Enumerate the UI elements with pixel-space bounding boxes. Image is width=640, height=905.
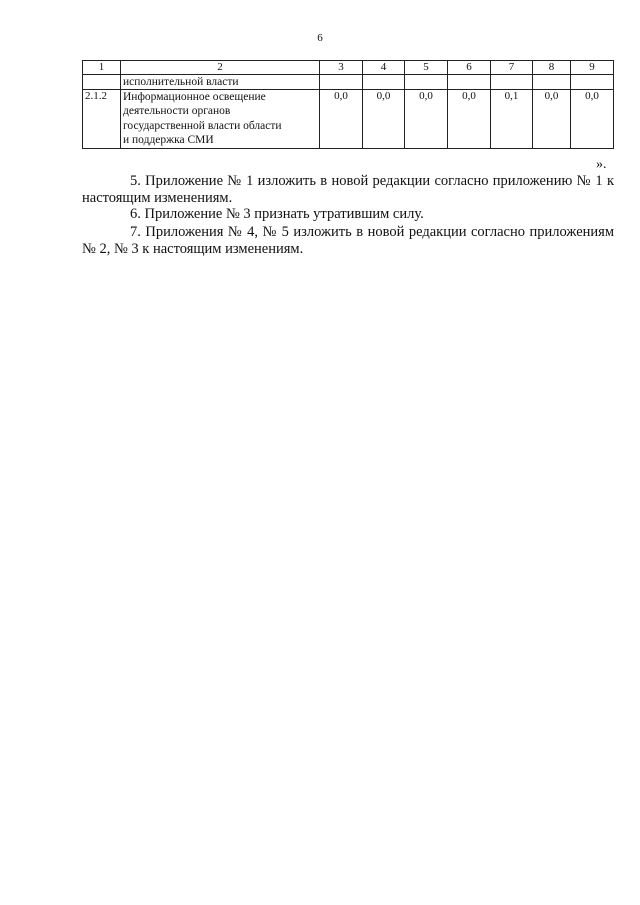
paragraph-5 — [82, 173, 614, 207]
paragraph-6-text: 6. Приложение № 3 признать утратившим силу. — [130, 206, 424, 222]
row-value-col7: 0,1 — [491, 90, 533, 149]
row-value-col5: 0,0 — [405, 90, 448, 149]
cont-empty-cell — [363, 75, 405, 90]
paragraph-5-text: 5. Приложение № 1 изложить в новой редакции согласно приложению № 1 к настоящим изменениям. — [82, 173, 614, 206]
row-value-col4: 0,0 — [363, 90, 405, 149]
table-header-row — [83, 61, 614, 75]
table-row — [83, 90, 614, 149]
header-cell-8: 8 — [533, 61, 571, 75]
paragraph-7-text: 7. Приложения № 4, № 5 изложить в новой редакции согласно приложениям № 2, № 3 к настоящим изменениям. — [82, 224, 614, 257]
row-value-col9: 0,0 — [571, 90, 614, 149]
header-cell-7: 7 — [491, 61, 533, 75]
row-name-line: деятельности органов — [123, 105, 231, 118]
row-code: 2.1.2 — [83, 90, 121, 149]
row-name-line: Информационное освещение — [123, 91, 266, 103]
header-cell-6: 6 — [448, 61, 491, 75]
paragraph-6 — [82, 206, 614, 223]
row-value-col3: 0,0 — [320, 90, 363, 149]
paragraph-7 — [82, 224, 614, 258]
cont-empty-cell — [491, 75, 533, 90]
header-cell-4: 4 — [363, 61, 405, 75]
header-cell-3: 3 — [320, 61, 363, 75]
cont-empty-cell — [571, 75, 614, 90]
header-cell-9: 9 — [571, 61, 614, 75]
cont-empty-cell — [405, 75, 448, 90]
cont-empty-cell — [533, 75, 571, 90]
row-name-line: и поддержка СМИ — [123, 134, 214, 147]
header-cell-2: 2 — [121, 61, 320, 75]
row-value-col6: 0,0 — [448, 90, 491, 149]
cont-empty-cell — [320, 75, 363, 90]
data-table — [82, 60, 614, 149]
header-cell-1: 1 — [83, 61, 121, 75]
cont-code-cell — [83, 75, 121, 90]
table-row-continued — [83, 75, 614, 90]
page-number: 6 — [317, 32, 323, 44]
header-cell-5: 5 — [405, 61, 448, 75]
cont-empty-cell — [448, 75, 491, 90]
row-name — [121, 90, 320, 149]
row-name-line: государственной власти области — [123, 119, 282, 132]
row-value-col8: 0,0 — [533, 90, 571, 149]
closing-quote: ». — [596, 157, 607, 172]
cont-name-cell: исполнительной власти — [121, 75, 320, 90]
